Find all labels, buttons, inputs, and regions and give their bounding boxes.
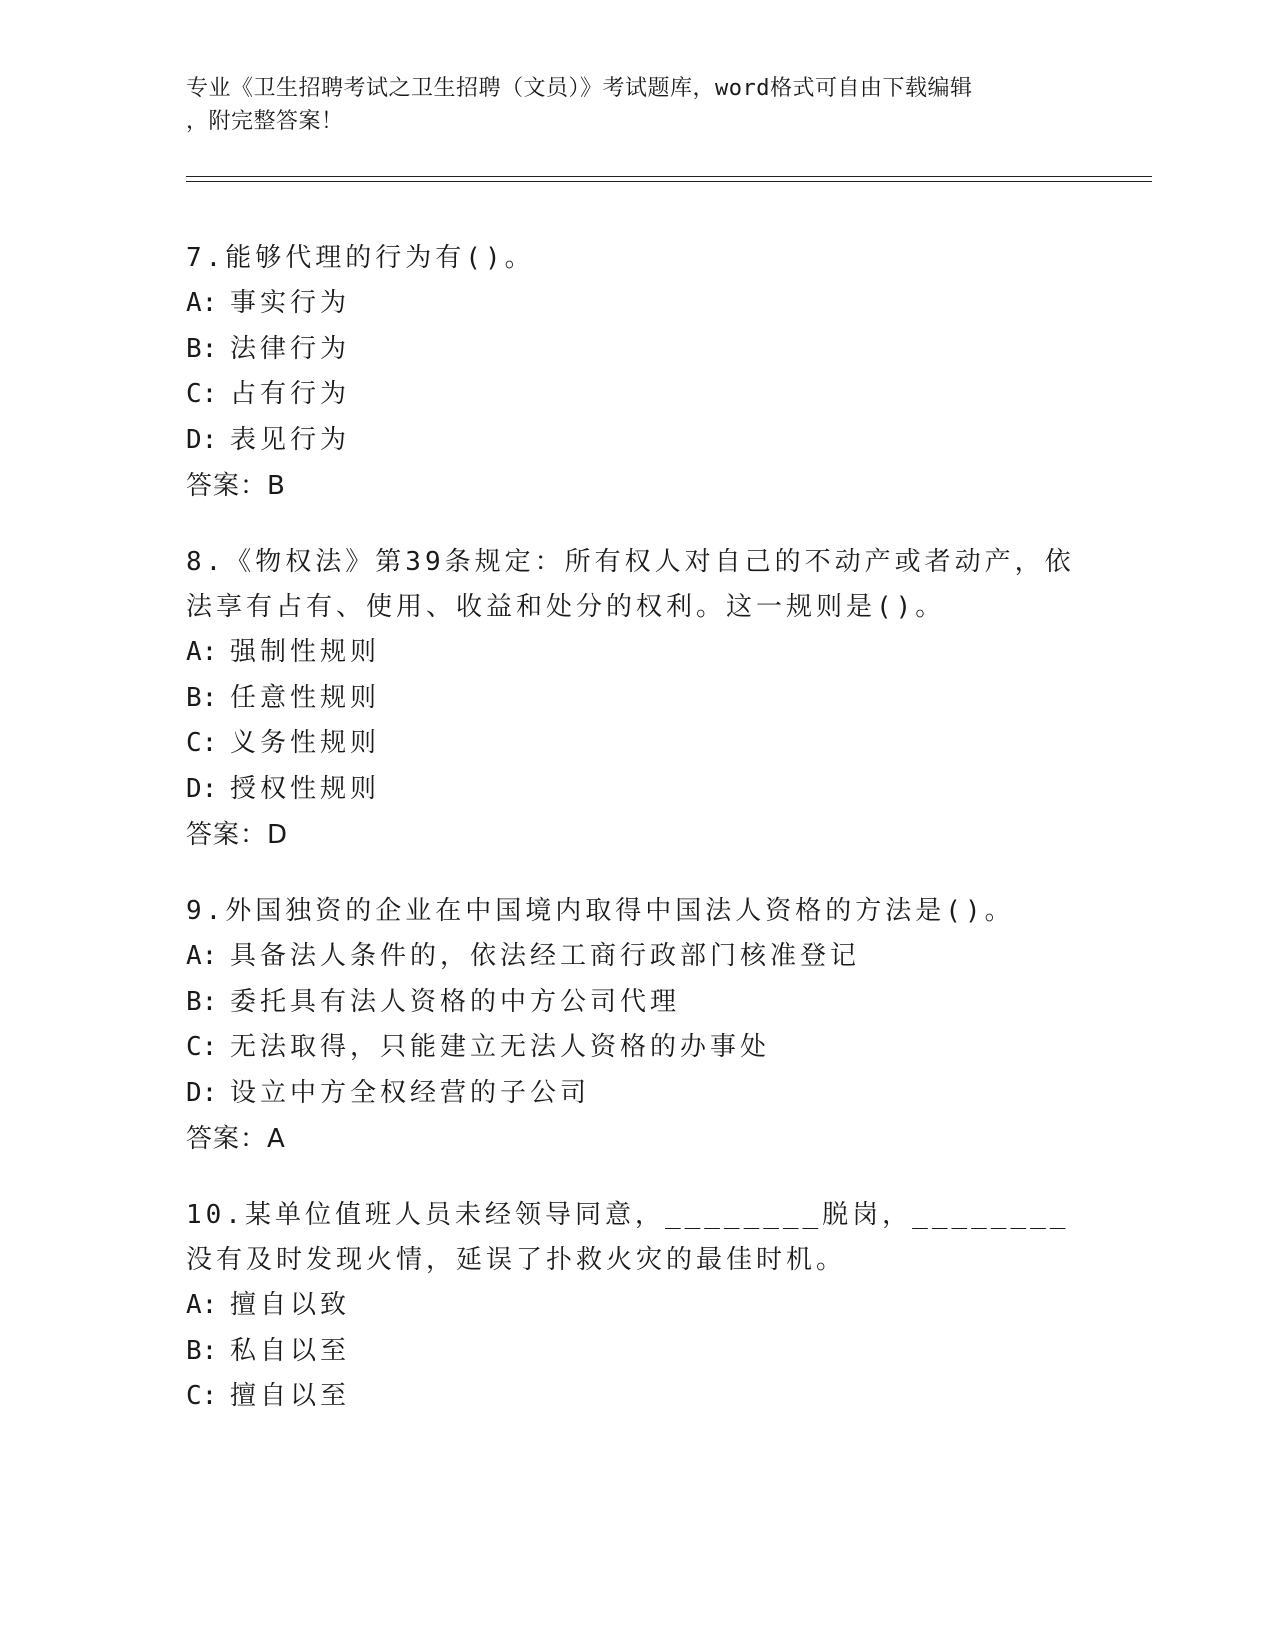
option-text: 强制性规则 — [230, 637, 381, 667]
option-text: 授权性规则 — [230, 773, 381, 804]
option-a — [186, 934, 1086, 980]
option-text: 擅自以至 — [230, 1381, 351, 1411]
answer: 答案：B — [186, 471, 286, 501]
option-letter: C: — [186, 728, 218, 758]
question-8 — [186, 540, 1086, 858]
option-text: 无法取得，只能建立无法人资格的办事处 — [230, 1032, 771, 1062]
option-text: 擅自以致 — [230, 1290, 351, 1320]
option-d — [186, 418, 1086, 464]
option-letter: D: — [186, 424, 218, 455]
option-text: 表见行为 — [230, 424, 351, 455]
option-letter: B: — [186, 682, 218, 713]
option-b — [186, 676, 1086, 722]
option-letter: A: — [186, 288, 218, 318]
option-b — [186, 1329, 1086, 1375]
option-a — [186, 630, 1086, 676]
question-text: 7.能够代理的行为有()。 — [186, 243, 535, 273]
option-c — [186, 372, 1086, 418]
option-c — [186, 1374, 1086, 1420]
option-letter: A: — [186, 1290, 218, 1320]
option-text: 设立中方全权经营的子公司 — [230, 1077, 591, 1108]
option-letter: C: — [186, 379, 218, 409]
question-text: 8.《物权法》第39条规定：所有权人对自己的不动产或者动产，依法享有占有、使用、收益和处分的权利。这一规则是()。 — [186, 547, 1075, 622]
option-letter: C: — [186, 1381, 218, 1411]
header-line-1: 专业《卫生招聘考试之卫生招聘（文员）》考试题库，word格式可自由下载编辑 — [186, 76, 973, 101]
question-7 — [186, 236, 1086, 509]
question-10 — [186, 1193, 1086, 1420]
option-text: 具备法人条件的，依法经工商行政部门核准登记 — [230, 941, 861, 971]
answer: 答案：D — [186, 820, 289, 850]
option-d — [186, 767, 1086, 813]
option-letter: B: — [186, 986, 218, 1017]
answer: 答案：A — [186, 1124, 286, 1154]
question-9 — [186, 889, 1086, 1162]
header-divider-bottom — [186, 181, 1152, 182]
option-a — [186, 1283, 1086, 1329]
option-c — [186, 1025, 1086, 1071]
option-b — [186, 980, 1086, 1026]
option-c — [186, 721, 1086, 767]
option-d — [186, 1071, 1086, 1117]
option-text: 法律行为 — [230, 333, 351, 364]
option-letter: D: — [186, 773, 218, 804]
option-text: 任意性规则 — [230, 682, 381, 713]
option-text: 义务性规则 — [230, 728, 381, 758]
document-header — [186, 72, 1066, 138]
option-text: 委托具有法人资格的中方公司代理 — [230, 986, 681, 1017]
option-text: 私自以至 — [230, 1335, 351, 1366]
question-list — [186, 236, 1086, 1451]
option-letter: A: — [186, 637, 218, 667]
question-text: 10.某单位值班人员未经领导同意，________脱岗，________没有及时发现火情，延误了扑救火灾的最佳时机。 — [186, 1200, 1070, 1275]
option-letter: D: — [186, 1077, 218, 1108]
option-text: 占有行为 — [230, 379, 351, 409]
option-a — [186, 281, 1086, 327]
header-divider-top — [186, 176, 1152, 177]
option-b — [186, 327, 1086, 373]
option-letter: A: — [186, 941, 218, 971]
header-line-2: ，附完整答案！ — [186, 109, 344, 134]
question-text: 9.外国独资的企业在中国境内取得中国法人资格的方法是()。 — [186, 896, 1015, 926]
option-letter: C: — [186, 1032, 218, 1062]
option-letter: B: — [186, 1335, 218, 1366]
option-text: 事实行为 — [230, 288, 351, 318]
option-letter: B: — [186, 333, 218, 364]
